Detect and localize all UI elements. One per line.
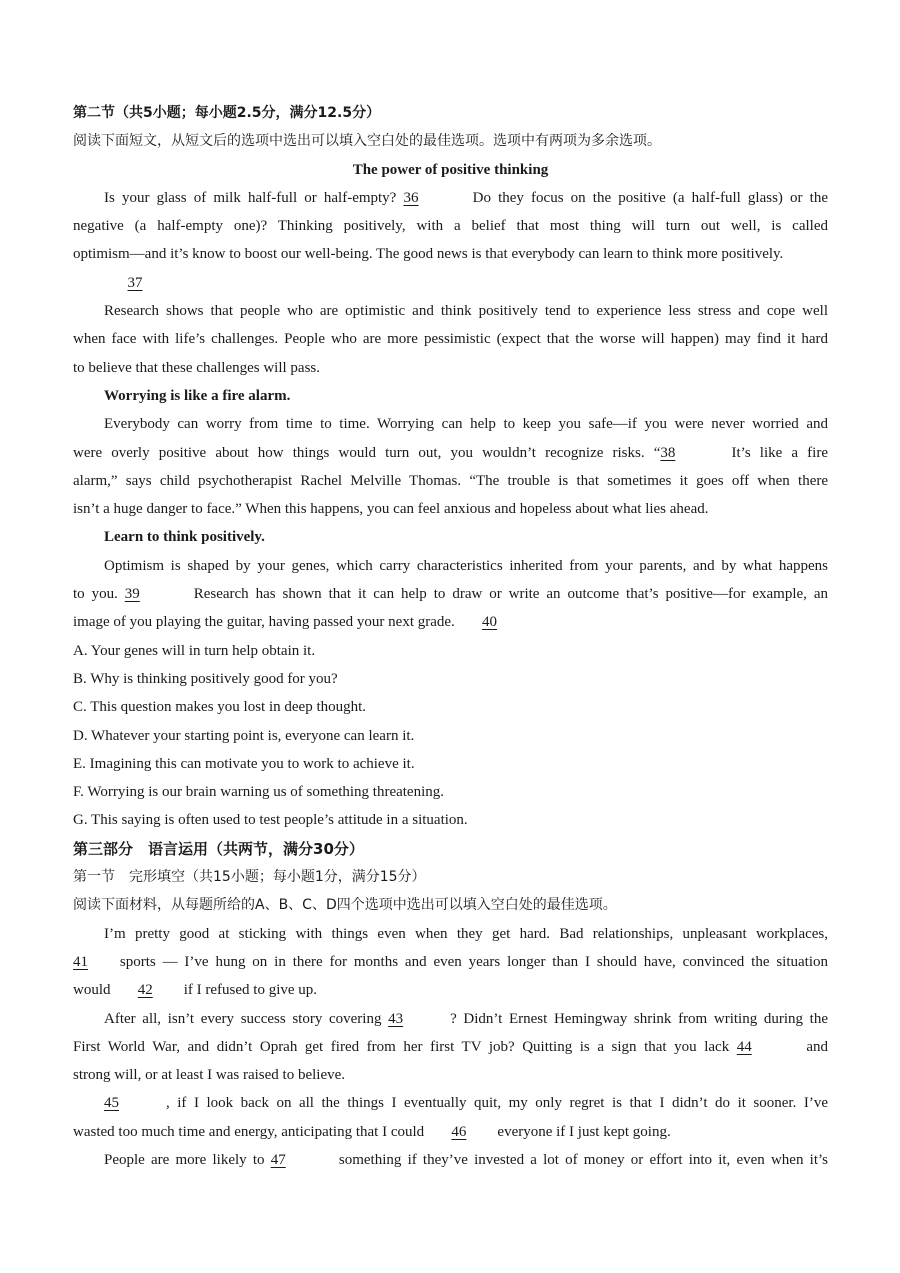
passage-line: to you. 39 Research has shown that it can help to draw or write an outcome that’s positive—for example, an	[73, 580, 828, 608]
blank-46: 46	[451, 1123, 467, 1140]
passage-line: wasted too much time and energy, anticipating that I could 46 everyone if I just kept going.	[73, 1118, 828, 1146]
passage-line: optimism—and it’s know to boost our well-being. The good news is that everybody can learn to think more positively.	[73, 246, 784, 263]
option-b: B. Why is thinking positively good for you?	[73, 670, 338, 687]
passage-line: isn’t a huge danger to face.” When this happens, you can feel anxious and hopeless about what lies ahead.	[73, 501, 709, 518]
blank-45: 45	[104, 1095, 119, 1112]
part3-instruction: 阅读下面材料，从每题所给的A、B、C、D四个选项中选出可以填入空白处的最佳选项。	[73, 897, 617, 914]
passage-line: Research shows that people who are optimistic and think positively tend to experience less stress and cope well	[104, 303, 828, 320]
option-f: F. Worrying is our brain warning us of something threatening.	[73, 784, 445, 801]
passage-line: to believe that these challenges will pass.	[73, 359, 321, 376]
blank-39: 39	[124, 586, 140, 603]
passage-subheading: Worrying is like a fire alarm.	[104, 387, 291, 404]
passage-line: After all, isn’t every success story covering 43 ? Didn’t Ernest Hemingway shrink from writing during the	[73, 1005, 828, 1033]
passage-title: The power of positive thinking	[352, 161, 549, 178]
passage-line: First World War, and didn’t Oprah get fired from her first TV job? Quitting is a sign that you lack 44 and	[73, 1033, 828, 1061]
passage-line: Optimism is shaped by your genes, which carry characteristics inherited from your parents, and by what happens	[104, 557, 828, 574]
passage-line: 41 sports — I’ve hung on in there for months and even years longer than I should have, convinced the situation	[73, 948, 828, 976]
blank-42: 42	[137, 982, 153, 999]
passage-line: Is your glass of milk half-full or half-empty? 36 Do they focus on the positive (a half-full glass) or the	[73, 184, 828, 212]
passage-line: image of you playing the guitar, having passed your next grade. 40	[73, 608, 828, 636]
passage-line: would 42 if I refused to give up.	[73, 976, 828, 1004]
blank-44: 44	[736, 1038, 752, 1055]
passage-line: strong will, or at least I was raised to believe.	[73, 1067, 346, 1084]
blank-43: 43	[388, 1010, 404, 1027]
blank-36: 36	[403, 189, 419, 206]
option-a: A. Your genes will in turn help obtain it.	[73, 642, 316, 659]
blank-38: 38	[660, 444, 676, 461]
option-g: G. This saying is often used to test people’s attitude in a situation.	[73, 812, 468, 829]
option-e: E. Imagining this can motivate you to work to achieve it.	[73, 755, 415, 772]
section2-instruction: 阅读下面短文，从短文后的选项中选出可以填入空白处的最佳选项。选项中有两项为多余选项。	[73, 133, 661, 150]
passage-line: Everybody can worry from time to time. Worrying can help to keep you safe—if you were never worried and	[104, 416, 828, 433]
blank-40: 40	[482, 614, 498, 631]
blank-37: 37	[127, 274, 143, 291]
section2-heading: 第二节（共5小题；每小题2.5分，满分12.5分）	[73, 105, 381, 121]
passage-line: negative (a half-empty one)? Thinking positively, with a belief that most thing will turn out well, is called	[73, 218, 828, 235]
exam-page	[73, 99, 828, 1174]
blank-47: 47	[270, 1151, 286, 1168]
option-c: C. This question makes you lost in deep thought.	[73, 699, 367, 716]
passage-line: People are more likely to 47 something if they’ve invested a lot of money or effort into it, even when it’s	[73, 1146, 828, 1174]
passage-line: I’m pretty good at sticking with things even when they get hard. Bad relationships, unpleasant workplaces,	[104, 925, 828, 942]
part3-heading: 第三部分 语言运用（共两节，满分30分）	[73, 839, 364, 858]
passage-line: alarm,” says child psychotherapist Rachel Melville Thomas. “The trouble is that sometimes it goes off when there	[73, 472, 828, 489]
passage-subheading: Learn to think positively.	[104, 529, 265, 546]
passage-line: when face with life’s challenges. People who are more pessimistic (expect that the worse will happen) may find it hard	[73, 331, 828, 348]
blank-41: 41	[73, 953, 88, 970]
passage-line	[73, 269, 828, 297]
option-d: D. Whatever your starting point is, everyone can learn it.	[73, 727, 415, 744]
passage-line: 45 , if I look back on all the things I eventually quit, my only regret is that I didn’t do it sooner. I’ve	[73, 1089, 828, 1117]
passage-line: were overly positive about how things would turn out, you wouldn’t recognize risks. “38 It’s like a fire	[73, 439, 828, 467]
part3-section1-heading: 第一节 完形填空（共15小题；每小题1分，满分15分）	[73, 869, 426, 886]
